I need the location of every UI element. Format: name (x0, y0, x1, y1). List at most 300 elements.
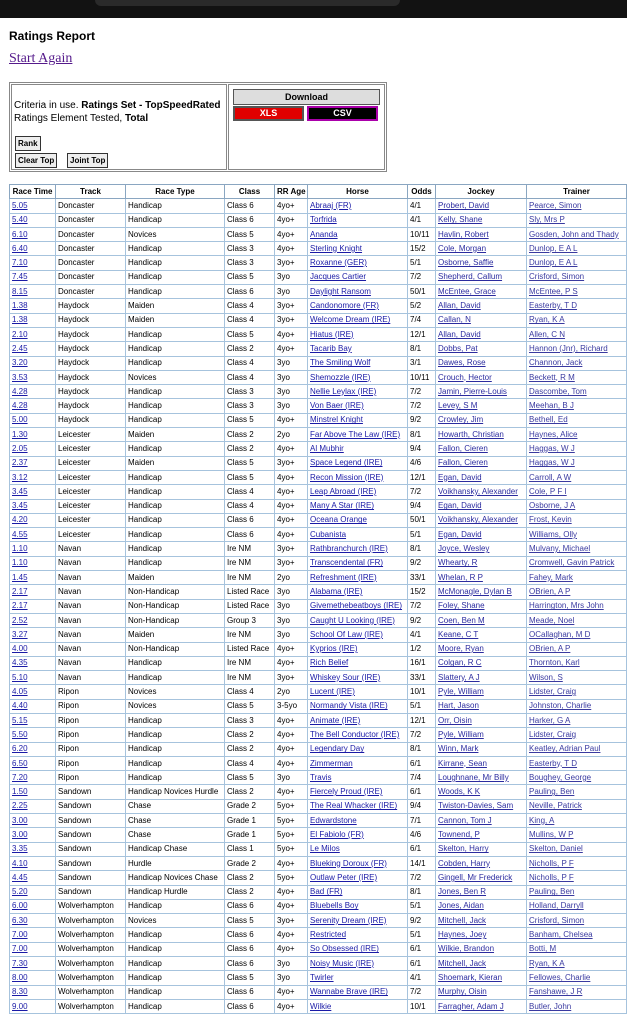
table-row (10, 370, 627, 384)
jockey-link[interactable]: Cobden, Harry (438, 858, 491, 868)
race-time-link[interactable]: 7.45 (12, 272, 28, 282)
trainer-link[interactable]: Nicholls, P F (529, 872, 574, 882)
trainer-link[interactable]: Mulvany, Michael (529, 544, 591, 554)
cell-race-type: Handicap (126, 470, 225, 484)
trainer-link[interactable]: Harker, G A (529, 715, 571, 725)
jockey-link[interactable]: Orr, Oisin (438, 715, 472, 725)
horse-link[interactable]: Edwardstone (310, 815, 357, 825)
horse-link[interactable]: Rathbranchurch (IRE) (310, 544, 388, 554)
race-time-link[interactable]: 7.00 (12, 930, 28, 940)
trainer-link[interactable]: Gosden, John and Thady (529, 229, 619, 239)
race-time-link[interactable]: 4.55 (12, 529, 28, 539)
trainer-link[interactable]: Crisford, Simon (529, 915, 585, 925)
jockey-link[interactable]: Levey, S M (438, 401, 478, 411)
jockey-link[interactable]: Egan, David (438, 472, 482, 482)
race-time-link[interactable]: 4.10 (12, 858, 28, 868)
trainer-link[interactable]: Pauling, Ben (529, 787, 575, 797)
horse-link[interactable]: Daylight Ransom (310, 286, 371, 296)
horse-link[interactable]: Wannabe Brave (IRE) (310, 987, 388, 997)
cell-track: Doncaster (56, 199, 126, 213)
cell-rr-age: 3yo (275, 370, 308, 384)
cell-class: Class 6 (225, 928, 275, 942)
race-time-link[interactable]: 8.00 (12, 972, 28, 982)
cell-trainer (527, 385, 627, 399)
cell-trainer (527, 642, 627, 656)
trainer-link[interactable]: Wilson, S (529, 672, 563, 682)
trainer-link[interactable]: Nicholls, P F (529, 858, 574, 868)
cell-odds: 15/2 (408, 242, 436, 256)
trainer-link[interactable]: Cromwell, Gavin Patrick (529, 558, 615, 568)
trainer-link[interactable]: Channon, Jack (529, 358, 583, 368)
race-time-link[interactable]: 3.27 (12, 629, 28, 639)
cell-jockey (436, 227, 527, 241)
cell-odds: 12/1 (408, 327, 436, 341)
trainer-link[interactable]: Banham, Chelsea (529, 930, 593, 940)
horse-link[interactable]: Ananda (310, 229, 338, 239)
cell-odds: 4/1 (408, 628, 436, 642)
trainer-link[interactable]: OBrien, A P (529, 644, 571, 654)
cell-race-type: Handicap (126, 728, 225, 742)
horse-link[interactable]: The Smiling Wolf (310, 358, 371, 368)
trainer-link[interactable]: Beckett, R M (529, 372, 575, 382)
trainer-link[interactable]: Frost, Kevin (529, 515, 572, 525)
trainer-link[interactable]: Holland, Darryll (529, 901, 584, 911)
race-time-link[interactable]: 4.40 (12, 701, 28, 711)
race-time-link[interactable]: 4.05 (12, 687, 28, 697)
horse-link[interactable]: Candonomore (FR) (310, 301, 379, 311)
download-panel (228, 84, 385, 170)
jockey-link[interactable]: Dobbs, Pat (438, 343, 478, 353)
cell-class: Class 5 (225, 270, 275, 284)
cell-trainer (527, 871, 627, 885)
cell-horse (308, 442, 408, 456)
horse-link[interactable]: Wilkie (310, 1001, 332, 1011)
race-time-link[interactable]: 1.50 (12, 787, 28, 797)
horse-link[interactable]: Many A Star (IRE) (310, 501, 375, 511)
cell-horse (308, 456, 408, 470)
race-time-link[interactable]: 2.17 (12, 586, 28, 596)
cell-class: Class 4 (225, 499, 275, 513)
cell-horse (308, 428, 408, 442)
trainer-link[interactable]: Dunlop, E A L (529, 243, 578, 253)
cell-jockey (436, 685, 527, 699)
trainer-link[interactable]: Dascombe, Tom (529, 386, 587, 396)
horse-link[interactable]: Space Legend (IRE) (310, 458, 383, 468)
jockey-link[interactable]: Cannon, Tom J (438, 815, 492, 825)
jockey-link[interactable]: Loughnane, Mr Billy (438, 772, 509, 782)
cell-race-type: Maiden (126, 428, 225, 442)
race-time-link[interactable]: 1.10 (12, 544, 28, 554)
horse-link[interactable]: Fiercely Proud (IRE) (310, 787, 383, 797)
race-time-link[interactable]: 4.28 (12, 401, 28, 411)
cell-rr-age: 4yo+ (275, 342, 308, 356)
cell-odds: 7/2 (408, 270, 436, 284)
table-row (10, 227, 627, 241)
race-time-link[interactable]: 6.00 (12, 901, 28, 911)
cell-odds: 10/1 (408, 999, 436, 1013)
race-time-link[interactable]: 7.10 (12, 258, 28, 268)
horse-link[interactable]: Bad (FR) (310, 887, 343, 897)
race-time-link[interactable]: 7.00 (12, 944, 28, 954)
cell-jockey (436, 985, 527, 999)
jockey-link[interactable]: Winn, Mark (438, 744, 479, 754)
clear-top-button[interactable]: Clear Top (15, 153, 57, 168)
horse-link[interactable]: School Of Law (IRE) (310, 629, 383, 639)
trainer-link[interactable]: Thornton, Karl (529, 658, 580, 668)
horse-link[interactable]: Serenity Dream (IRE) (310, 915, 387, 925)
race-time-link[interactable]: 8.15 (12, 286, 28, 296)
cell-track: Navan (56, 542, 126, 556)
jockey-link[interactable]: Callan, N (438, 315, 471, 325)
race-time-link[interactable]: 2.37 (12, 458, 28, 468)
horse-link[interactable]: So Obsessed (IRE) (310, 944, 379, 954)
race-time-link[interactable]: 1.30 (12, 429, 28, 439)
race-time-link[interactable]: 5.00 (12, 415, 28, 425)
trainer-link[interactable]: Pearce, Simon (529, 200, 582, 210)
cell-track: Ripon (56, 699, 126, 713)
trainer-link[interactable]: Ryan, K A (529, 315, 565, 325)
race-time-link[interactable]: 4.35 (12, 658, 28, 668)
jockey-link[interactable]: Whelan, R P (438, 572, 483, 582)
jockey-link[interactable]: Murphy, Oisin (438, 987, 487, 997)
cell-race-time (10, 785, 56, 799)
trainer-link[interactable]: OCallaghan, M D (529, 629, 591, 639)
trainer-link[interactable]: Skelton, Daniel (529, 844, 583, 854)
trainer-link[interactable]: Neville, Patrick (529, 801, 582, 811)
race-time-link[interactable]: 1.10 (12, 558, 28, 568)
horse-link[interactable]: Le Milos (310, 844, 340, 854)
trainer-link[interactable]: Bethell, Ed (529, 415, 568, 425)
trainer-link[interactable]: Fahey, Mark (529, 572, 573, 582)
jockey-link[interactable]: Farragher, Adam J (438, 1001, 504, 1011)
race-time-link[interactable]: 3.00 (12, 830, 28, 839)
jockey-link[interactable]: Fallon, Cieren (438, 443, 488, 453)
cell-race-type: Handicap (126, 385, 225, 399)
race-time-link[interactable]: 2.10 (12, 329, 28, 339)
jockey-link[interactable]: Crouch, Hector (438, 372, 492, 382)
race-time-link[interactable]: 3.35 (12, 844, 28, 854)
jockey-link[interactable]: Jamin, Pierre-Louis (438, 386, 507, 396)
horse-link[interactable]: Oceana Orange (310, 515, 367, 525)
race-time-link[interactable]: 5.15 (12, 715, 28, 725)
jockey-link[interactable]: Joyce, Wesley (438, 544, 490, 554)
race-time-link[interactable]: 3.00 (12, 815, 28, 825)
horse-link[interactable]: Nellie Leylax (IRE) (310, 386, 377, 396)
race-time-link[interactable]: 7.30 (12, 958, 28, 968)
horse-link[interactable]: Cubanista (310, 529, 347, 539)
horse-link[interactable]: Legendary Day (310, 744, 365, 754)
jockey-link[interactable]: Woods, K K (438, 787, 481, 797)
horse-link[interactable]: Alabama (IRE) (310, 586, 363, 596)
jockey-link[interactable]: Havlin, Robert (438, 229, 489, 239)
cell-race-time (10, 957, 56, 971)
trainer-link[interactable]: Lidster, Craig (529, 729, 577, 739)
jockey-link[interactable]: Pyle, William (438, 687, 484, 697)
jockey-link[interactable]: Howarth, Christian (438, 429, 504, 439)
jockey-link[interactable]: Allan, David (438, 329, 481, 339)
horse-link[interactable]: Sterling Knight (310, 243, 363, 253)
horse-link[interactable]: Recon Mission (IRE) (310, 472, 384, 482)
horse-link[interactable]: Givemethebeatboys (IRE) (310, 601, 403, 611)
horse-link[interactable]: El Fabiolo (FR) (310, 830, 364, 839)
table-row (10, 885, 627, 899)
table-row (10, 499, 627, 513)
jockey-link[interactable]: Probert, David (438, 200, 490, 210)
race-time-link[interactable]: 3.20 (12, 358, 28, 368)
jockey-link[interactable]: Slattery, A J (438, 672, 480, 682)
trainer-link[interactable]: Easterby, T D (529, 758, 578, 768)
joint-top-button[interactable]: Joint Top (67, 153, 108, 168)
jockey-link[interactable]: Hart, Jason (438, 701, 479, 711)
jockey-link[interactable]: Voikhansky, Alexander (438, 486, 518, 496)
trainer-link[interactable]: Meehan, B J (529, 401, 574, 411)
trainer-link[interactable]: Harrington, Mrs John (529, 601, 604, 611)
jockey-link[interactable]: Colgan, R C (438, 658, 482, 668)
horse-link[interactable]: Abraaj (FR) (310, 200, 352, 210)
trainer-link[interactable]: McEntee, P S (529, 286, 578, 296)
horse-link[interactable]: Rich Belief (310, 658, 349, 668)
jockey-link[interactable]: Voikhansky, Alexander (438, 515, 518, 525)
jockey-link[interactable]: Crowley, Jim (438, 415, 484, 425)
jockey-link[interactable]: McMonagle, Dylan B (438, 586, 512, 596)
horse-link[interactable]: Caught U Looking (IRE) (310, 615, 395, 625)
trainer-link[interactable]: Butler, John (529, 1001, 572, 1011)
trainer-link[interactable]: Lidster, Craig (529, 687, 577, 697)
jockey-link[interactable]: Shoemark, Kieran (438, 972, 503, 982)
race-time-link[interactable]: 3.45 (12, 501, 28, 511)
jockey-link[interactable]: Allan, David (438, 301, 481, 311)
trainer-link[interactable]: Ryan, K A (529, 958, 565, 968)
race-time-link[interactable]: 5.40 (12, 215, 28, 225)
cell-class: Class 2 (225, 885, 275, 899)
horse-link[interactable]: Normandy Vista (IRE) (310, 701, 388, 711)
jockey-link[interactable]: Cole, Morgan (438, 243, 487, 253)
cell-race-time (10, 528, 56, 542)
race-time-link[interactable]: 5.50 (12, 729, 28, 739)
jockey-link[interactable]: Mitchell, Jack (438, 915, 487, 925)
horse-link[interactable]: Blueking Doroux (FR) (310, 858, 387, 868)
race-time-link[interactable]: 2.45 (12, 343, 28, 353)
trainer-link[interactable]: Osborne, J A (529, 501, 576, 511)
jockey-link[interactable]: Kelly, Shane (438, 215, 483, 225)
jockey-link[interactable]: Kirrane, Sean (438, 758, 487, 768)
horse-link[interactable]: Noisy Music (IRE) (310, 958, 375, 968)
jockey-link[interactable]: Whearty, R (438, 558, 478, 568)
race-time-link[interactable]: 3.12 (12, 472, 28, 482)
trainer-link[interactable]: Dunlop, E A L (529, 258, 578, 268)
cell-class: Class 6 (225, 899, 275, 913)
horse-link[interactable]: Zimmerman (310, 758, 353, 768)
cell-race-time (10, 213, 56, 227)
cell-trainer (527, 685, 627, 699)
horse-link[interactable]: Jacques Cartier (310, 272, 367, 282)
race-time-link[interactable]: 4.28 (12, 386, 28, 396)
jockey-link[interactable]: Twiston-Davies, Sam (438, 801, 514, 811)
jockey-link[interactable]: Jones, Aidan (438, 901, 484, 911)
horse-link[interactable]: Refreshment (IRE) (310, 572, 377, 582)
jockey-link[interactable]: Gingell, Mr Frederick (438, 872, 513, 882)
jockey-link[interactable]: Haynes, Joey (438, 930, 487, 940)
race-time-link[interactable]: 5.05 (12, 200, 28, 210)
horse-link[interactable]: Roxanne (GER) (310, 258, 367, 268)
xls-download-button[interactable]: XLS (233, 106, 304, 121)
cell-track: Leicester (56, 456, 126, 470)
horse-link[interactable]: Von Baer (IRE) (310, 401, 364, 411)
jockey-link[interactable]: Shepherd, Callum (438, 272, 503, 282)
jockey-link[interactable]: Jones, Ben R (438, 887, 487, 897)
horse-link[interactable]: Bluebells Boy (310, 901, 359, 911)
cell-race-type: Handicap (126, 270, 225, 284)
race-time-link[interactable]: 3.45 (12, 486, 28, 496)
horse-link[interactable]: Twirler (310, 972, 334, 982)
trainer-link[interactable]: Haggas, W J (529, 458, 575, 468)
jockey-link[interactable]: Foley, Shane (438, 601, 485, 611)
trainer-link[interactable]: Keatley, Adrian Paul (529, 744, 601, 754)
horse-link[interactable]: Torfrida (310, 215, 337, 225)
race-time-link[interactable]: 2.52 (12, 615, 28, 625)
cell-track: Sandown (56, 814, 126, 828)
cell-trainer (527, 213, 627, 227)
start-again-link[interactable]: Start Again (9, 51, 73, 66)
jockey-link[interactable]: Dawes, Rose (438, 358, 486, 368)
cell-jockey (436, 528, 527, 542)
jockey-link[interactable]: Fallon, Cieren (438, 458, 488, 468)
csv-download-button[interactable]: CSV (307, 106, 378, 121)
trainer-link[interactable]: Johnston, Charlie (529, 701, 592, 711)
race-time-link[interactable]: 5.10 (12, 672, 28, 682)
cell-race-type: Chase (126, 814, 225, 828)
race-time-link[interactable]: 9.00 (12, 1001, 28, 1011)
race-time-link[interactable]: 4.00 (12, 644, 28, 654)
race-time-link[interactable]: 1.38 (12, 301, 28, 311)
cell-rr-age: 4yo+ (275, 213, 308, 227)
cell-jockey (436, 713, 527, 727)
jockey-link[interactable]: Coen, Ben M (438, 615, 485, 625)
jockey-link[interactable]: Mitchell, Jack (438, 958, 487, 968)
cell-race-time (10, 571, 56, 585)
cell-horse (308, 227, 408, 241)
trainer-link[interactable]: Fellowes, Charlie (529, 972, 591, 982)
cell-trainer (527, 713, 627, 727)
horse-link[interactable]: Restricted (310, 930, 347, 940)
cell-race-time (10, 428, 56, 442)
jockey-link[interactable]: Osborne, Saffie (438, 258, 494, 268)
cell-race-time (10, 971, 56, 985)
horse-link[interactable]: Al Mubhir (310, 443, 344, 453)
race-time-link[interactable]: 1.45 (12, 572, 28, 582)
cell-rr-age: 3yo (275, 356, 308, 370)
trainer-link[interactable]: Easterby, T D (529, 301, 578, 311)
rank-button[interactable]: Rank (15, 136, 41, 151)
horse-link[interactable]: Animate (IRE) (310, 715, 361, 725)
race-time-link[interactable]: 5.20 (12, 887, 28, 897)
cell-track: Wolverhampton (56, 971, 126, 985)
horse-link[interactable]: Kyprios (IRE) (310, 644, 358, 654)
jockey-link[interactable]: Moore, Ryan (438, 644, 484, 654)
table-row (10, 542, 627, 556)
race-time-link[interactable]: 7.20 (12, 772, 28, 782)
table-row (10, 699, 627, 713)
cell-trainer (527, 671, 627, 685)
cell-odds: 5/1 (408, 256, 436, 270)
cell-jockey (436, 399, 527, 413)
cell-class: Listed Race (225, 585, 275, 599)
jockey-link[interactable]: McEntee, Grace (438, 286, 496, 296)
jockey-link[interactable]: Skelton, Harry (438, 844, 489, 854)
race-time-link[interactable]: 3.53 (12, 372, 28, 382)
trainer-link[interactable]: Haynes, Alice (529, 429, 578, 439)
race-time-link[interactable]: 2.05 (12, 443, 28, 453)
table-row (10, 985, 627, 999)
jockey-link[interactable]: Egan, David (438, 501, 482, 511)
horse-link[interactable]: Outlaw Peter (IRE) (310, 872, 378, 882)
trainer-link[interactable]: Mullins, W P (529, 830, 574, 839)
race-time-link[interactable]: 1.38 (12, 315, 28, 325)
horse-link[interactable]: Hiatus (IRE) (310, 329, 354, 339)
trainer-link[interactable]: Cole, P F I (529, 486, 567, 496)
trainer-link[interactable]: Meade, Noel (529, 615, 575, 625)
trainer-link[interactable]: OBrien, A P (529, 586, 571, 596)
cell-jockey (436, 327, 527, 341)
horse-link[interactable]: Whiskey Sour (IRE) (310, 672, 381, 682)
horse-link[interactable]: Far Above The Law (IRE) (310, 429, 401, 439)
horse-link[interactable]: Transcendental (FR) (310, 558, 384, 568)
race-time-link[interactable]: 4.20 (12, 515, 28, 525)
jockey-link[interactable]: Keane, C T (438, 629, 479, 639)
race-time-link[interactable]: 6.40 (12, 243, 28, 253)
trainer-link[interactable]: Botti, M (529, 944, 557, 954)
race-time-link[interactable]: 6.50 (12, 758, 28, 768)
jockey-link[interactable]: Egan, David (438, 529, 482, 539)
horse-link[interactable]: Shemozzle (IRE) (310, 372, 371, 382)
trainer-link[interactable]: Pauling, Ben (529, 887, 575, 897)
trainer-link[interactable]: Fanshawe, J R (529, 987, 583, 997)
trainer-link[interactable]: Carroll, A W (529, 472, 572, 482)
race-time-link[interactable]: 8.30 (12, 987, 28, 997)
race-time-link[interactable]: 4.45 (12, 872, 28, 882)
horse-link[interactable]: The Real Whacker (IRE) (310, 801, 398, 811)
race-time-link[interactable]: 6.30 (12, 915, 28, 925)
jockey-link[interactable]: Wilkie, Brandon (438, 944, 495, 954)
horse-link[interactable]: Lucent (IRE) (310, 687, 355, 697)
cell-race-time (10, 542, 56, 556)
jockey-link[interactable]: Townend, P (438, 830, 480, 839)
race-time-link[interactable]: 6.10 (12, 229, 28, 239)
horse-link[interactable]: The Bell Conductor (IRE) (310, 729, 400, 739)
trainer-link[interactable]: King, A (529, 815, 555, 825)
cell-horse (308, 685, 408, 699)
horse-link[interactable]: Leap Abroad (IRE) (310, 486, 377, 496)
trainer-link[interactable]: Allen, C N (529, 329, 566, 339)
cell-jockey (436, 613, 527, 627)
table-row (10, 413, 627, 427)
trainer-link[interactable]: Boughey, George (529, 772, 592, 782)
trainer-link[interactable]: Hannon (Jnr), Richard (529, 343, 608, 353)
trainer-link[interactable]: Crisford, Simon (529, 272, 585, 282)
jockey-link[interactable]: Pyle, William (438, 729, 484, 739)
horse-link[interactable]: Travis (310, 772, 332, 782)
race-time-link[interactable]: 6.20 (12, 744, 28, 754)
trainer-link[interactable]: Williams, Olly (529, 529, 577, 539)
trainer-link[interactable]: Sly, Mrs P (529, 215, 565, 225)
race-time-link[interactable]: 2.25 (12, 801, 28, 811)
horse-link[interactable]: Tacarib Bay (310, 343, 352, 353)
trainer-link[interactable]: Haggas, W J (529, 443, 575, 453)
horse-link[interactable]: Welcome Dream (IRE) (310, 315, 391, 325)
race-time-link[interactable]: 2.17 (12, 601, 28, 611)
cell-race-type: Handicap (126, 199, 225, 213)
horse-link[interactable]: Minstrel Knight (310, 415, 363, 425)
